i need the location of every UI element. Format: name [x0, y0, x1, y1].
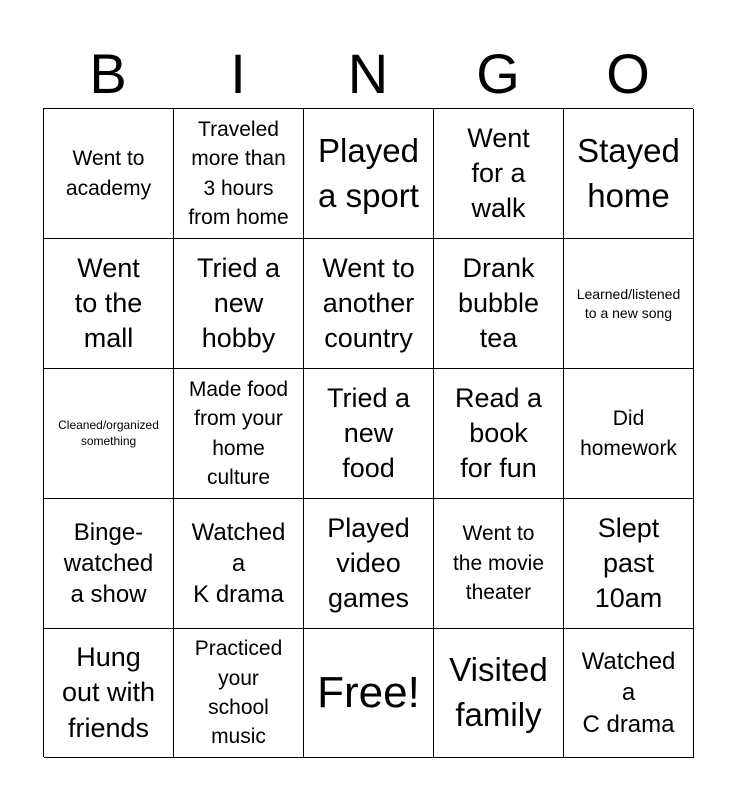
- bingo-cell[interactable]: Went to another country: [304, 239, 434, 369]
- bingo-cell[interactable]: Visited family: [434, 629, 564, 758]
- bingo-header: [43, 40, 693, 108]
- bingo-cell[interactable]: Tried a new hobby: [174, 239, 304, 369]
- bingo-cell[interactable]: Drank bubble tea: [434, 239, 564, 369]
- bingo-cell[interactable]: Made food from your home culture: [174, 369, 304, 499]
- bingo-cell[interactable]: Went for a walk: [434, 109, 564, 239]
- bingo-cell[interactable]: Went to the movie theater: [434, 499, 564, 629]
- bingo-cell[interactable]: Practiced your school music: [174, 629, 304, 758]
- bingo-cell[interactable]: Went to the mall: [44, 239, 174, 369]
- bingo-cell[interactable]: Binge- watched a show: [44, 499, 174, 629]
- header-letter-n: N: [347, 42, 389, 105]
- bingo-cell[interactable]: Tried a new food: [304, 369, 434, 499]
- bingo-cell[interactable]: Played a sport: [304, 109, 434, 239]
- bingo-cell[interactable]: Read a book for fun: [434, 369, 564, 499]
- bingo-cell[interactable]: Slept past 10am: [564, 499, 694, 629]
- bingo-cell[interactable]: Did homework: [564, 369, 694, 499]
- bingo-cell[interactable]: Hung out with friends: [44, 629, 174, 758]
- bingo-cell[interactable]: Cleaned/organized something: [44, 369, 174, 499]
- header-letter-i: I: [230, 42, 246, 105]
- header-letter-b: B: [89, 42, 127, 105]
- free-space-cell[interactable]: Free!: [304, 629, 434, 758]
- bingo-cell[interactable]: Traveled more than 3 hours from home: [174, 109, 304, 239]
- bingo-cell[interactable]: Played video games: [304, 499, 434, 629]
- bingo-cell[interactable]: Learned/listened to a new song: [564, 239, 694, 369]
- header-letter-o: O: [606, 42, 650, 105]
- bingo-cell[interactable]: Stayed home: [564, 109, 694, 239]
- bingo-cell[interactable]: Watched a C drama: [564, 629, 694, 758]
- bingo-board: [43, 108, 693, 757]
- header-letter-g: G: [476, 42, 520, 105]
- bingo-cell[interactable]: Went to academy: [44, 109, 174, 239]
- bingo-cell[interactable]: Watched a K drama: [174, 499, 304, 629]
